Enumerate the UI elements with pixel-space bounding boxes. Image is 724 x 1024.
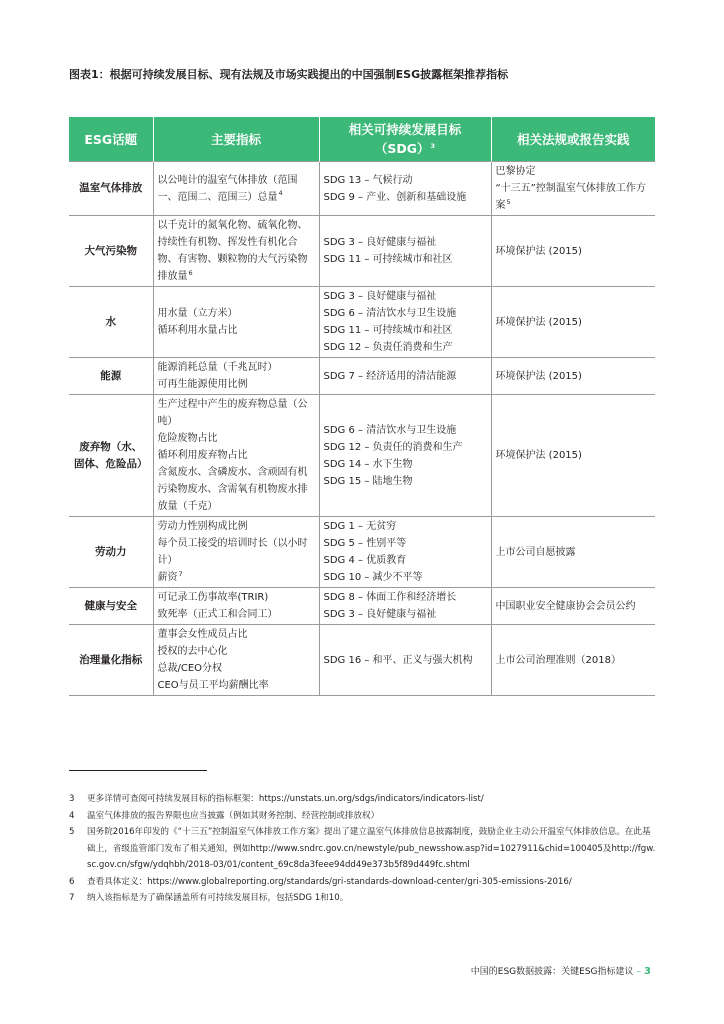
footnote-ref: 6 [188, 268, 193, 277]
table-row [69, 162, 655, 216]
sdg-text: SDG 12 – 负责任消费和生产 [323, 342, 453, 353]
cell-sdg [319, 287, 491, 358]
cell-sdg [319, 625, 491, 696]
indicator-text: 以公吨计的温室气体排放（范围一、范围二、范围三）总量 [157, 174, 298, 203]
sdg-item [324, 422, 487, 439]
page-footer [471, 964, 651, 977]
table-row [69, 358, 655, 395]
indicator-text: 用水量（立方米） [157, 308, 238, 319]
sdg-text: SDG 12 – 负责任的消费和生产 [323, 441, 463, 453]
cell-topic [69, 625, 153, 696]
cell-topic [69, 287, 153, 358]
cell-topic [69, 358, 153, 395]
sdg-text: SDG 3 – 良好健康与福祉 [323, 609, 437, 620]
sdg-item [324, 518, 487, 535]
regulation-text: 中国职业安全健康协会会员公约 [495, 600, 636, 612]
footnote-number: 4 [69, 810, 75, 821]
footnote-text: 纳入该指标是为了确保涵盖所有可持续发展目标，包括SDG 1和10。 [87, 893, 349, 903]
indicator-item [158, 677, 315, 694]
cell-indicator [153, 216, 319, 287]
regulation-text: 环境保护法 (2015) [495, 245, 582, 257]
table-row [69, 517, 655, 588]
table-row [69, 625, 655, 696]
topic-text: 治理量化指标 [79, 653, 143, 666]
sdg-item [324, 589, 487, 606]
cell-regulation [491, 625, 655, 696]
indicator-item [158, 430, 315, 447]
header-topic: ESG话题 [69, 117, 153, 162]
footnote-text: 温室气体排放的报告界限也应当披露（例如其财务控制、经营控制或排放权） [87, 810, 380, 821]
footnotes [69, 791, 659, 907]
regulation-item [496, 447, 652, 464]
sdg-text: SDG 11 – 可持续城市和社区 [323, 325, 453, 336]
sdg-item [324, 368, 487, 385]
indicator-text: 董事会女性成员占比 [157, 629, 248, 640]
sdg-text: SDG 8 – 体面工作和经济增长 [323, 592, 457, 603]
table-body [69, 162, 655, 696]
header-indicators: 主要指标 [153, 117, 319, 162]
regulation-text: 环境保护法 (2015) [495, 316, 582, 328]
sdg-text: SDG 11 – 可持续城市和社区 [323, 254, 453, 265]
indicator-item [158, 359, 315, 376]
cell-indicator [153, 517, 319, 588]
sdg-item [324, 535, 487, 552]
cell-topic [69, 162, 153, 216]
indicator-item [158, 606, 315, 623]
cell-sdg [319, 395, 491, 517]
indicator-item [158, 217, 315, 285]
topic-text: 劳动力 [95, 545, 127, 558]
indicator-item [158, 518, 315, 535]
cell-sdg [319, 216, 491, 287]
sdg-item [324, 234, 487, 251]
sdg-text: SDG 16 – 和平、正义与强大机构 [323, 654, 473, 666]
header-regulation: 相关法规或报告实践 [491, 117, 655, 162]
indicator-text: 可记录工伤事故率(TRIR) [157, 592, 269, 603]
sdg-text: SDG 3 – 良好健康与福祉 [323, 237, 437, 248]
footer-separator: – [636, 967, 642, 977]
header-sdg-line1: 相关可持续发展目标 [348, 122, 462, 137]
indicator-item [158, 660, 315, 677]
sdg-item [324, 339, 487, 356]
indicator-text: 劳动力性别构成比例 [157, 521, 248, 532]
indicator-text: 危险废物占比 [157, 433, 218, 444]
footnote-ref: 5 [506, 197, 511, 206]
sdg-item [324, 172, 487, 189]
esg-indicators-table [69, 117, 655, 696]
indicator-item [158, 569, 315, 586]
footnote [69, 890, 659, 907]
indicator-text: 致死率（正式工和合同工） [157, 609, 278, 620]
sdg-item [324, 189, 487, 206]
regulation-item [496, 314, 652, 331]
cell-topic [69, 517, 153, 588]
cell-indicator [153, 625, 319, 696]
cell-topic [69, 395, 153, 517]
figure-title: 图表1：根据可持续发展目标、现有法规及市场实践提出的中国强制ESG披露框架推荐指标 [69, 68, 509, 81]
sdg-item [324, 569, 487, 586]
indicator-item [158, 589, 315, 606]
footnote-number: 6 [69, 876, 75, 887]
cell-regulation [491, 358, 655, 395]
topic-text: 能源 [100, 369, 122, 382]
header-sdg-footnote-ref: 3 [430, 141, 436, 150]
indicator-text: 授权的去中心化 [157, 646, 228, 657]
regulation-text: 环境保护法 (2015) [495, 450, 582, 461]
sdg-text: SDG 15 – 陆地生物 [323, 475, 413, 487]
indicator-item [158, 447, 315, 464]
regulation-text: 环境保护法 (2015) [495, 370, 582, 382]
topic-text: 水 [105, 315, 116, 328]
regulation-item [496, 243, 652, 260]
indicator-item [158, 643, 315, 660]
sdg-item [324, 288, 487, 305]
cell-sdg [319, 517, 491, 588]
topic-text: 温室气体排放 [79, 182, 143, 194]
regulation-item [496, 163, 652, 180]
indicator-item [158, 172, 315, 206]
topic-text: 废弃物（水、 [79, 440, 143, 453]
cell-indicator [153, 588, 319, 625]
indicator-text: 生产过程中产生的废弃物总量（公吨） [157, 399, 308, 427]
indicator-text: CEO与员工平均薪酬比率 [157, 680, 269, 691]
sdg-text: SDG 4 – 优质教育 [323, 555, 407, 566]
footer-title: 中国的ESG数据披露：关键ESG指标建议 [470, 967, 634, 977]
cell-regulation [491, 216, 655, 287]
footnote-text: 国务院2016年印发的《“十三五”控制温室气体排放工作方案》提出了建立温室气体排放信息披露制度，鼓励企业主动公开温室气体排放信息。在此基础上，省级监管部门发布了相关通知，例如http://www.sndrc.gov.cn/newstyle/pub_newsshow.asp?id=1027911&chid=100405及http://fgw.sc.gov.cn/sfgw/ydqhbh/2018-03/01/content_69c8da3feee94dd49e373b5f89d449fc.shtml [87, 827, 656, 870]
cell-sdg [319, 588, 491, 625]
cell-sdg [319, 358, 491, 395]
table-row [69, 216, 655, 287]
sdg-item [324, 652, 487, 669]
sdg-item [324, 305, 487, 322]
regulation-text: 上市公司治理准则（2018） [495, 654, 621, 666]
cell-topic [69, 588, 153, 625]
footnote-number: 5 [69, 827, 75, 837]
footnote-text: 查看具体定义：https://www.globalreporting.org/standards/gri-standards-download-center/gri-305-emissions-2016/ [87, 876, 572, 887]
sdg-item [324, 606, 487, 623]
footnote-ref: 4 [278, 189, 283, 198]
sdg-item [324, 439, 487, 456]
cell-indicator [153, 395, 319, 517]
regulation-item [496, 544, 652, 561]
table-row [69, 287, 655, 358]
table-header-row [69, 117, 655, 162]
indicator-item [158, 535, 315, 569]
regulation-text: 巴黎协定 [495, 166, 536, 177]
regulation-item [496, 368, 652, 385]
topic-text: 大气污染物 [84, 244, 137, 257]
indicator-item [158, 322, 315, 339]
indicator-text: 可再生能源使用比例 [157, 379, 248, 390]
sdg-item [324, 456, 487, 473]
sdg-text: SDG 13 – 气候行动 [323, 174, 413, 186]
footnote-divider [69, 770, 207, 771]
footnote [69, 824, 659, 874]
cell-regulation [491, 395, 655, 517]
indicator-text: 循环利用废弃物占比 [157, 450, 248, 461]
cell-regulation [491, 588, 655, 625]
sdg-text: SDG 6 – 清洁饮水与卫生设施 [323, 308, 457, 319]
indicator-text: 能源消耗总量（千兆瓦时） [157, 362, 278, 373]
sdg-text: SDG 5 – 性别平等 [323, 538, 407, 549]
sdg-item [324, 552, 487, 569]
header-sdg-line2: （SDG） [374, 141, 430, 156]
indicator-text: 以千克计的氮氧化物、硫氧化物、持续性有机物、挥发性有机化合物、有害物、颗粒物的大气污染物排放量 [157, 220, 308, 282]
footnote-ref: 7 [178, 569, 183, 578]
indicator-text: 循环利用水量占比 [157, 325, 238, 336]
indicator-item [158, 464, 315, 515]
sdg-text: SDG 7 – 经济适用的清洁能源 [323, 370, 457, 382]
indicator-text: 每个员工接受的培训时长（以小时计） [157, 538, 308, 566]
footnote [69, 874, 659, 891]
indicator-item [158, 396, 315, 430]
cell-indicator [153, 287, 319, 358]
cell-indicator [153, 358, 319, 395]
footnote-text: 更多详情可查阅可持续发展目标的指标框架：https://unstats.un.org/sdgs/indicators/indicators-list/ [87, 794, 484, 804]
regulation-text: 上市公司自愿披露 [495, 546, 576, 558]
indicator-item [158, 376, 315, 393]
indicator-text: 总裁/CEO分权 [157, 663, 223, 674]
sdg-text: SDG 6 – 清洁饮水与卫生设施 [323, 424, 457, 436]
table-row [69, 395, 655, 517]
sdg-text: SDG 14 – 水下生物 [323, 458, 413, 470]
cell-sdg [319, 162, 491, 216]
sdg-text: SDG 10 – 减少不平等 [323, 572, 423, 583]
sdg-text: SDG 9 – 产业、创新和基础设施 [323, 191, 467, 203]
cell-regulation [491, 517, 655, 588]
footnote-number: 7 [69, 893, 75, 903]
indicator-text: 薪资 [157, 572, 178, 583]
table-row [69, 588, 655, 625]
sdg-text: SDG 3 – 良好健康与福祉 [323, 291, 437, 302]
sdg-item [324, 473, 487, 490]
cell-topic [69, 216, 153, 287]
regulation-item [496, 652, 652, 669]
regulation-item [496, 598, 652, 615]
sdg-item [324, 322, 487, 339]
indicator-text: 含氮废水、含磷废水、含顽固有机污染物废水、含需氧有机物废水排放量（千克） [157, 467, 308, 512]
regulation-text: “十三五”控制温室气体排放工作方案 [495, 183, 646, 211]
footnote [69, 808, 659, 825]
sdg-text: SDG 1 – 无贫穷 [323, 521, 397, 532]
cell-regulation [491, 287, 655, 358]
page-number: 3 [644, 966, 651, 977]
footnote-number: 3 [69, 794, 75, 804]
footnote [69, 791, 659, 808]
indicator-item [158, 305, 315, 322]
sdg-item [324, 251, 487, 268]
topic-text: 健康与安全 [84, 599, 137, 612]
regulation-item [496, 180, 652, 214]
cell-regulation [491, 162, 655, 216]
indicator-item [158, 626, 315, 643]
cell-indicator [153, 162, 319, 216]
topic-text: 固体、危险品） [74, 457, 148, 470]
header-sdg [319, 117, 491, 162]
